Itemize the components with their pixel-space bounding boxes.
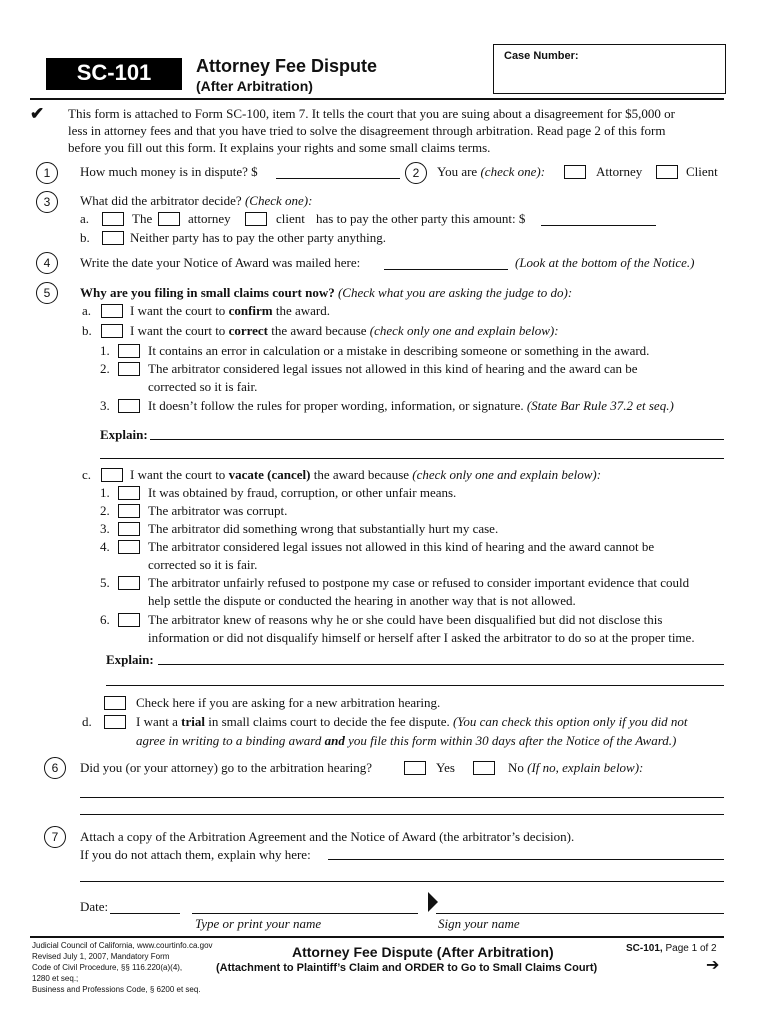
amount-3a-field[interactable] [541,225,656,226]
item4-text: Write the date your Notice of Award was mailed here: [80,255,361,270]
checkbox-5b2[interactable] [118,362,140,376]
checkbox-5b1[interactable] [118,344,140,358]
item3-a-rest: has to pay the other party this amount: $ [316,211,526,226]
footer-page: SC-101, Page 1 of 2 [626,943,717,954]
item5-c5-num: 5. [100,575,110,590]
item5-b1-text: It contains an error in calculation or a mistake in describing someone or something in the award. [148,343,650,358]
item5-a-letter: a. [82,303,92,318]
amount-field[interactable] [276,178,400,179]
form-title: Attorney Fee Dispute [196,56,378,76]
item6-text: Did you (or your attorney) go to the arbitration hearing? [80,760,373,775]
explain-field-c-1[interactable] [158,664,724,665]
item5-c5-text-cont: help settle the dispute or conducted the hearing in another way that is not allowed. [148,593,576,608]
label-no: No (If no, explain below): [508,760,644,775]
checkbox-yes[interactable] [404,761,426,775]
item-number-2: 2 [405,162,427,184]
name-field[interactable] [192,913,418,914]
checkbox-3a-attorney[interactable] [158,212,180,226]
item5-c4-num: 4. [100,539,110,554]
item4-hint: (Look at the bottom of the Notice.) [515,255,695,270]
date-field[interactable] [110,913,180,914]
item6-explain-field-1[interactable] [80,797,724,798]
explain-label-b: Explain: [100,427,148,442]
item-number-5: 5 [36,282,58,304]
item5-c4-text-cont: corrected so it is fair. [148,557,258,572]
case-number-label: Case Number: [504,50,579,62]
checkbox-5b[interactable] [101,324,123,338]
checkbox-attorney[interactable] [564,165,586,179]
checkbox-5c6[interactable] [118,613,140,627]
item5-b3-num: 3. [100,398,110,413]
sign-caption: Sign your name [438,916,520,931]
notice-date-field[interactable] [384,269,508,270]
item5-c3-text: The arbitrator did something wrong that substantially hurt my case. [148,521,499,536]
footer-title: Attorney Fee Dispute (After Arbitration) [292,944,554,960]
item3-b-text: Neither party has to pay the other party anything. [130,230,386,245]
label-attorney: Attorney [596,164,643,179]
item5-question: Why are you filing in small claims court now? (Check what you are asking the judge to do): [80,285,573,300]
checkbox-client[interactable] [656,165,678,179]
item7-line-1: Attach a copy of the Arbitration Agreement and the Notice of Award (the arbitrator’s decision). [80,829,575,844]
checkbox-new-hearing[interactable] [104,696,126,710]
checkbox-5a[interactable] [101,304,123,318]
name-caption: Type or print your name [195,916,322,931]
item3-a-letter: a. [80,211,90,226]
checkbox-5c[interactable] [101,468,123,482]
item5-c-text: I want the court to vacate (cancel) the award because (check only one and explain below): [130,467,602,482]
item5-d-hint: agree in writing to a binding award and you file this form within 30 days after the Notice of the Award.) [136,733,677,748]
item7-explain-field-1[interactable] [328,859,724,860]
footer-rule [30,936,724,938]
item5-c4-text: The arbitrator considered legal issues not allowed in this kind of hearing and the award cannot be [148,539,655,554]
item5-c6-text-cont: information or did not disqualify himself or herself after I asked the arbitrator to do so at the proper time. [148,630,695,645]
item7-line-2: If you do not attach them, explain why here: [80,847,311,862]
item3-b-letter: b. [80,230,90,245]
signature-field[interactable] [436,913,724,914]
checkbox-no[interactable] [473,761,495,775]
intro-line-2: less in attorney fees and that you have tried to solve the disagreement through arbitration. Read page 2 of this form [68,123,666,138]
item-number-1: 1 [36,162,58,184]
footer-citation-4: 1280 et seq.; [32,974,79,983]
checkbox-5c3[interactable] [118,522,140,536]
footer-citation-2: Revised July 1, 2007, Mandatory Form [32,952,170,961]
item6-explain-field-2[interactable] [80,814,724,815]
footer-citation-5: Business and Professions Code, § 6200 et seq. [32,985,201,994]
item5-c3-num: 3. [100,521,110,536]
item3-text: What did the arbitrator decide? (Check one): [80,193,313,208]
checkbox-5d[interactable] [104,715,126,729]
item5-b3-text: It doesn’t follow the rules for proper wording, information, or signature. (State Bar Rule 37.2 et seq.) [148,398,674,413]
item5-b-text: I want the court to correct the award because (check only one and explain below): [130,323,559,338]
item-number-6: 6 [44,757,66,779]
footer-citation-1: Judicial Council of California, www.courtinfo.ca.gov [32,941,213,950]
checkbox-5c4[interactable] [118,540,140,554]
item-number-7: 7 [44,826,66,848]
item2-text: You are (check one): [437,164,546,179]
item5-b2-text: The arbitrator considered legal issues not allowed in this kind of hearing and the award can be [148,361,638,376]
footer-citation-3: Code of Civil Procedure, §§ 116.220(a)(4), [32,963,183,972]
form-subtitle: (After Arbitration) [196,78,313,94]
item5-c5-text: The arbitrator unfairly refused to postpone my case or refused to consider important evidence that could [148,575,690,590]
checkbox-3a-client[interactable] [245,212,267,226]
item5-c-letter: c. [82,467,92,482]
checkmark-icon: ✔ [30,104,45,123]
checkbox-5c5[interactable] [118,576,140,590]
intro-line-3: before you fill out this form. It explains your rights and some small claims terms. [68,140,491,155]
item5-c2-num: 2. [100,503,110,518]
checkbox-5c1[interactable] [118,486,140,500]
checkbox-5b3[interactable] [118,399,140,413]
footer-subtitle: (Attachment to Plaintiff’s Claim and ORDER to Go to Small Claims Court) [216,962,598,974]
item5-d-letter: d. [82,714,92,729]
header-rule [30,98,724,100]
date-label: Date: [80,899,109,914]
item5-c1-num: 1. [100,485,110,500]
item7-explain-field-2[interactable] [80,881,724,882]
item5-c6-num: 6. [100,612,110,627]
item3-a-client: client [276,211,305,226]
item5-b-letter: b. [82,323,92,338]
item5-c1-text: It was obtained by fraud, corruption, or other unfair means. [148,485,457,500]
new-hearing-text: Check here if you are asking for a new arbitration hearing. [136,695,441,710]
explain-label-c: Explain: [106,652,154,667]
item3-a-the: The [132,211,153,226]
item3-a-attorney: attorney [188,211,231,226]
label-yes: Yes [436,760,455,775]
label-client: Client [686,164,718,179]
explain-field-b-1[interactable] [150,439,724,440]
item1-text: How much money is in dispute? $ [80,164,258,179]
item5-c2-text: The arbitrator was corrupt. [148,503,288,518]
checkbox-3b[interactable] [102,231,124,245]
explain-field-b-2[interactable] [100,458,724,459]
checkbox-3a[interactable] [102,212,124,226]
item5-d-text: I want a trial in small claims court to decide the fee dispute. (You can check this option only if you did not [136,714,688,729]
item5-a-text: I want the court to confirm the award. [130,303,330,318]
item5-b1-num: 1. [100,343,110,358]
item-number-3: 3 [36,191,58,213]
item5-c6-text: The arbitrator knew of reasons why he or she could have been disqualified but did not disclose this [148,612,663,627]
item5-b2-text-cont: corrected so it is fair. [148,379,258,394]
explain-field-c-2[interactable] [106,685,724,686]
intro-line-1: This form is attached to Form SC-100, item 7. It tells the court that you are suing about a disagreement for $5,000 or [68,106,675,121]
item-number-4: 4 [36,252,58,274]
checkbox-5c2[interactable] [118,504,140,518]
item5-b2-num: 2. [100,361,110,376]
form-id: SC-101 [76,60,152,85]
sign-arrow-icon [428,892,438,912]
next-page-arrow-icon: ➔ [706,955,720,974]
